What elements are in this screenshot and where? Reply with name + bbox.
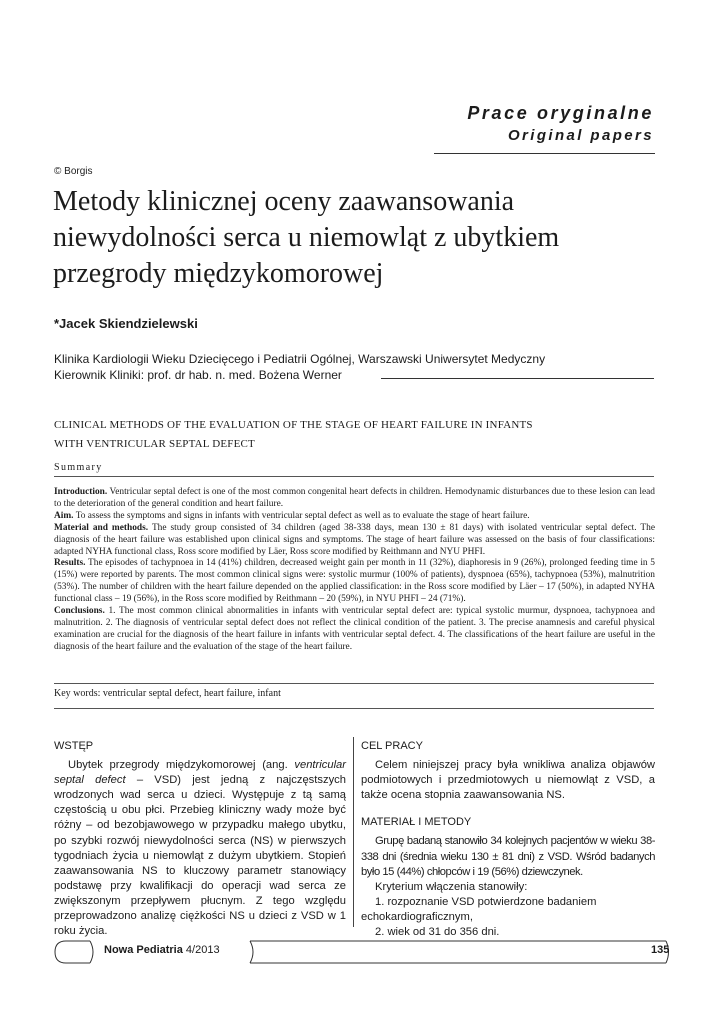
english-title (54, 416, 533, 454)
author-name: *Jacek Skiendzielewski (54, 316, 198, 331)
abstract-aim: Aim. To assess the symptoms and signs in infants with ventricular septal defect as well as to evaluate the stage of heart failure. (54, 510, 530, 521)
page-footer (54, 940, 671, 964)
aim-paragraph: Celem niniejszej pracy była wnikliwa analiza objawów podmiotowych i przedmiotowych u niemowląt z VSD, a także ocena stopnia zaawansowania NS. (361, 759, 655, 802)
section-label-polish: Prace oryginalne (467, 103, 654, 123)
abstract-results: Results. The episodes of tachypnoea in 14 (41%) children, decreased weight gain per month in 11 (32%), diaphoresis in 9 (26%), prolonged feeding time in 5 (15%) were reported by parents. The most common clinical signs were: systolic murmur (100% of patients), dyspnoea (65%), tachypnoea (53%), malnutrition (53%). The number of children with the heart failure depended on the applied classification: in the Ross score modified by Läer – 17 (50%), in adapted NYHA functional class – 19 (56%), in the Ross score modified by Reithmann – 20 (59%), in NYU PHFI – 24 (71%). (54, 558, 655, 605)
introduction-paragraph: Ubytek przegrody międzykomorowej (ang. ventricular septal defect – VSD) jest jedną z najczęstszych wrodzonych wad serca u dzieci. Występuje z tą samą częstością u obu płci. Przebieg kliniczny wady może być różny – od bezobjawowego w przypadku małego ubytku, po szybki rozwój niewydolności serca (NS) w pierwszych tygodniach życia u niemowląt z dużym ubytkiem. Stopień zaawansowania NS to kluczowy parametr stanowiący podstawę przy kwalifikacji do operacji wad serca ze zwiększonym przepływem płucnym. Z tego względu przeprowadzono analizę ciężkości NS u dzieci z VSD w 1 roku życia. (54, 759, 346, 938)
summary-heading: Summary (54, 462, 103, 473)
section-heading-aim: CEL PRACY (361, 740, 423, 752)
page-number: 135 (651, 944, 670, 956)
journal-issue: 4/2013 (182, 944, 220, 956)
english-title-line: CLINICAL METHODS OF THE EVALUATION OF THE STAGE OF HEART FAILURE IN INFANTS (54, 419, 533, 431)
abstract-methods: Material and methods. The study group consisted of 34 children (aged 38-338 days, mean 130 ± 81 days) with isolated ventricular septal defect. The diagnosis of the heart failure was established upon clinical signs and symptoms. The stage of heart failure was assessed on the basis of four classifications: adapted NYHA functional class, Ross score modified by Läer, Ross score modified by Reithmann and NYU PHFI. (54, 522, 655, 557)
abstract (54, 487, 655, 654)
keywords-bottom-rule (54, 708, 654, 709)
methods-label: Material and methods. (54, 522, 149, 533)
title-line: przegrody międzykomorowej (53, 258, 384, 289)
title-line: niewydolności serca u niemowląt z ubytkiem (53, 222, 560, 253)
article-title (53, 184, 673, 292)
section-heading-methods: MATERIAŁ I METODY (361, 816, 472, 829)
abstract-bottom-rule (54, 683, 654, 684)
right-column (361, 739, 655, 940)
conclusions-label: Conclusions. (54, 606, 105, 617)
introduction-label: Introduction. (54, 487, 108, 497)
aim-label: Aim. (54, 510, 74, 521)
publisher-mark: © Borgis (54, 166, 93, 177)
affiliation-line: Kierownik Kliniki: prof. dr hab. n. med. Bożena Werner (54, 368, 342, 382)
left-column (54, 739, 346, 939)
affiliation-line: Klinika Kardiologii Wieku Dziecięcego i Pediatrii Ogólnej, Warszawski Uniwersytet Medyczny (54, 352, 546, 366)
column-divider (353, 737, 354, 927)
affiliation-rule (381, 378, 654, 379)
abstract-conclusions: Conclusions. 1. The most common clinical abnormalities in infants with ventricular septal defect are: typical systolic murmur, dyspnoea, tachypnoea and malnutrition. 2. The diagnosis of ventricular septal defect does not reflect the clinical condition of the patient. 3. The precise anamnesis and careful physical examination are crucial for the diagnosis of the heart failure in infants with ventricular septal defect. 4. The classifications of the heart failure are useful in the diagnosis of the heart failure and the evaluation of the stage of the heart failure. (54, 606, 655, 652)
results-label: Results. (54, 558, 86, 569)
title-line: Metody klinicznej oceny zaawansowania (53, 186, 515, 217)
journal-name: Nowa Pediatria (104, 944, 183, 956)
abstract-introduction: Introduction. Ventricular septal defect is one of the most common congenital heart defects in children. Hemodynamic disturbances due to these lesion can lead to the deterioration of the general condition and heart failure. (54, 487, 655, 509)
english-title-line: WITH VENTRICULAR SEPTAL DEFECT (54, 438, 255, 450)
journal-citation (104, 944, 220, 956)
summary-top-rule (54, 476, 654, 477)
criteria-intro: Kryterium włączenia stanowiły: (375, 880, 528, 893)
criterion-item: 1. rozpoznanie VSD potwierdzone badaniem echokardiograficznym, (361, 895, 597, 923)
section-heading-introduction: WSTĘP (54, 740, 94, 752)
keywords: Key words: ventricular septal defect, heart failure, infant (54, 688, 281, 699)
methods-paragraph: Grupę badaną stanowiło 34 kolejnych pacjentów w wieku 38-338 dni (średnia wieku 130 ± 81 dni) z VSD. Wśród badanych było 15 (44%) chłopców i 19 (56%) dziewczynek. (361, 835, 655, 878)
header-rule (434, 153, 655, 154)
criterion-item: 2. wiek od 31 do 356 dni. (375, 926, 500, 939)
section-label-english: Original papers (507, 127, 654, 144)
